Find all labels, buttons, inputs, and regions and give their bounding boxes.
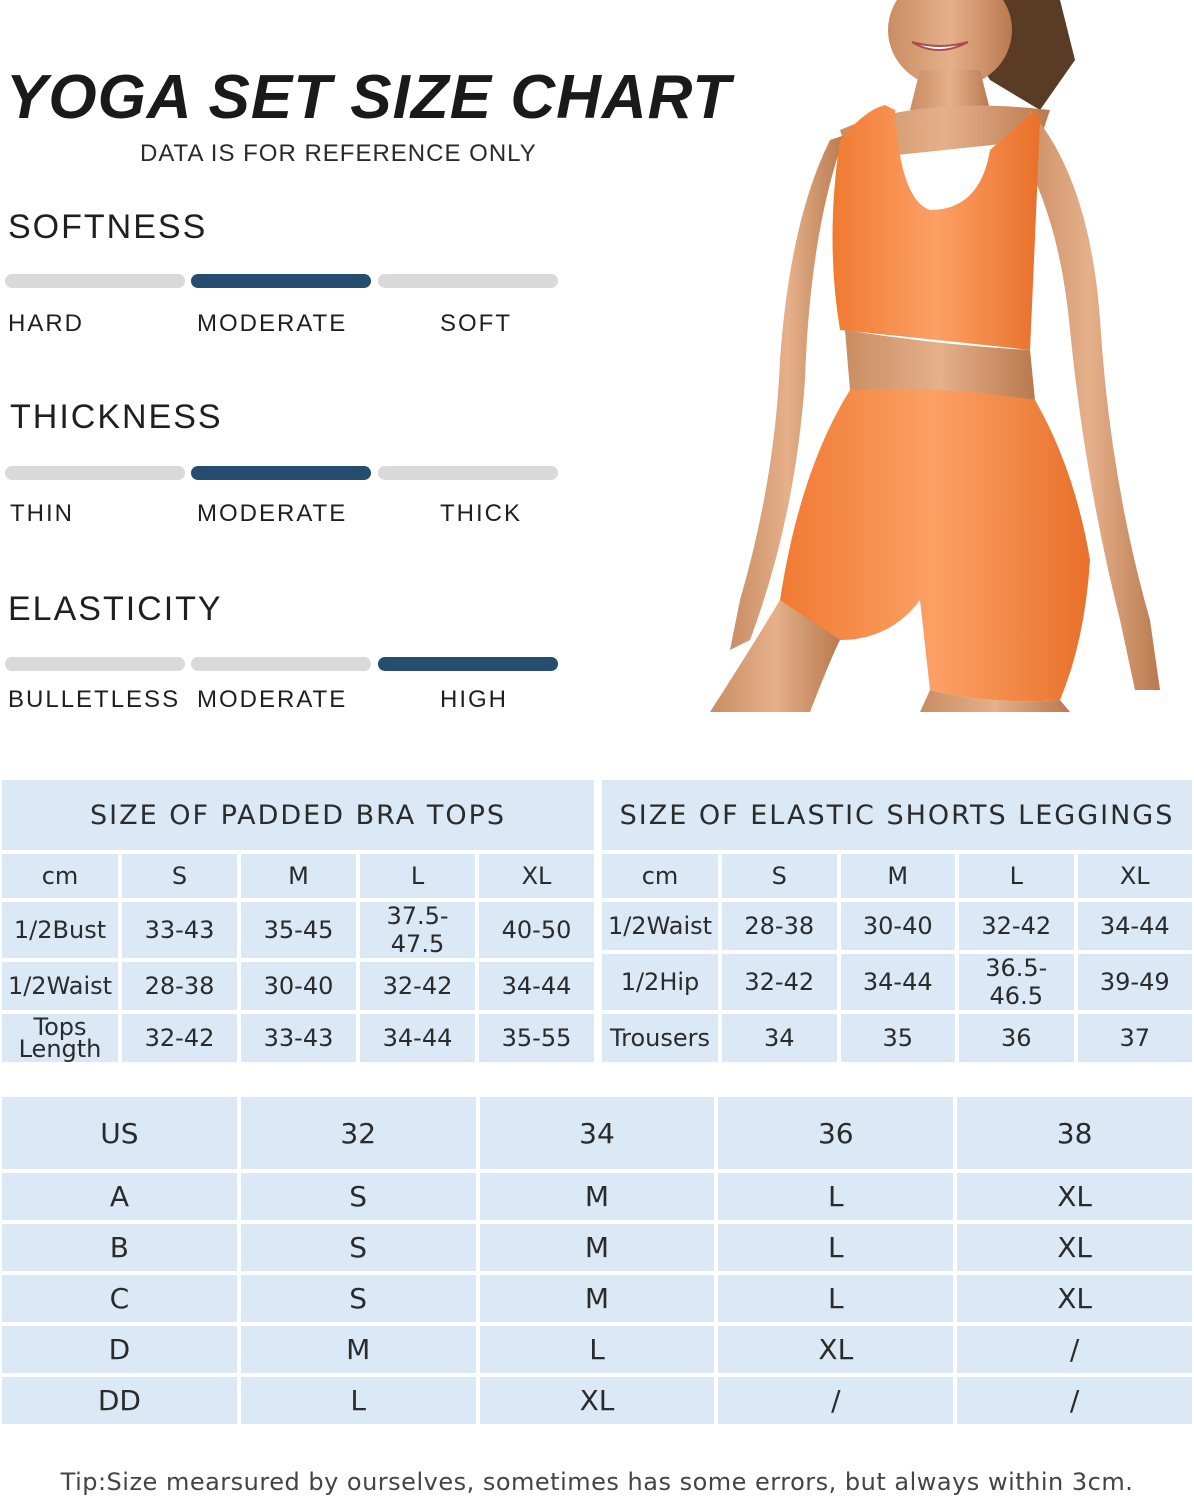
- us-cell: L: [718, 1173, 953, 1220]
- bra-cell: 37.5-47.5: [360, 902, 475, 958]
- shorts-cell: 35: [841, 1014, 956, 1062]
- thickness-bar-2: [191, 466, 371, 480]
- us-header-cell: 34: [480, 1097, 715, 1169]
- shorts-cell: 39-49: [1078, 954, 1193, 1010]
- bra-cell: 33-43: [122, 902, 237, 958]
- bra-header-cell: S: [122, 854, 237, 898]
- shorts-cell: 36.5-46.5: [959, 954, 1074, 1010]
- us-row-label: C: [2, 1275, 237, 1322]
- us-cell: XL: [480, 1377, 715, 1424]
- us-cell: S: [241, 1275, 476, 1322]
- us-cell: /: [957, 1377, 1192, 1424]
- shorts-header-cell: XL: [1078, 854, 1193, 898]
- bra-cell: 35-55: [479, 1014, 594, 1062]
- elasticity-bar-2: [191, 657, 371, 671]
- page-subtitle: DATA IS FOR REFERENCE ONLY: [140, 140, 537, 167]
- bra-row-label: 1/2Bust: [2, 902, 118, 958]
- us-header-cell: 32: [241, 1097, 476, 1169]
- bra-cell: 34-44: [479, 962, 594, 1010]
- us-cell: S: [241, 1224, 476, 1271]
- shorts-size-table: [598, 776, 1194, 1066]
- thickness-level-2: MODERATE: [197, 500, 348, 527]
- us-cell: M: [480, 1224, 715, 1271]
- us-header-cell: 38: [957, 1097, 1192, 1169]
- us-cell: /: [718, 1377, 953, 1424]
- us-header-cell: US: [2, 1097, 237, 1169]
- bra-cell: 32-42: [122, 1014, 237, 1062]
- bra-size-table: [0, 776, 598, 1066]
- us-cup-size-table: [0, 1093, 1194, 1428]
- elasticity-bar-1: [5, 657, 185, 671]
- shorts-cell: 32-42: [959, 902, 1074, 950]
- us-cell: L: [718, 1224, 953, 1271]
- shorts-header-cell: L: [959, 854, 1074, 898]
- us-cell: XL: [957, 1224, 1192, 1271]
- elasticity-heading: ELASTICITY: [8, 590, 223, 628]
- shorts-cell: 37: [1078, 1014, 1193, 1062]
- bra-cell: 32-42: [360, 962, 475, 1010]
- bra-header-cell: L: [360, 854, 475, 898]
- elasticity-level-2: MODERATE: [197, 686, 348, 713]
- shorts-row-label: Trousers: [602, 1014, 718, 1062]
- shorts-cell: 32-42: [722, 954, 837, 1010]
- shorts-header-cell: cm: [602, 854, 718, 898]
- softness-bar-3: [378, 274, 558, 288]
- us-row-label: B: [2, 1224, 237, 1271]
- bra-cell: 33-43: [241, 1014, 356, 1062]
- us-cell: L: [718, 1275, 953, 1322]
- softness-heading: SOFTNESS: [8, 208, 208, 246]
- bra-cell: 28-38: [122, 962, 237, 1010]
- us-cell: /: [957, 1326, 1192, 1373]
- bra-header-cell: XL: [479, 854, 594, 898]
- shorts-table-title: SIZE OF ELASTIC SHORTS LEGGINGS: [602, 780, 1192, 850]
- us-row-label: DD: [2, 1377, 237, 1424]
- shorts-cell: 34: [722, 1014, 837, 1062]
- page-title: YOGA SET SIZE CHART: [6, 63, 732, 132]
- softness-level-2: MODERATE: [197, 310, 348, 337]
- us-cell: S: [241, 1173, 476, 1220]
- bra-row-label: 1/2Waist: [2, 962, 118, 1010]
- us-row-label: D: [2, 1326, 237, 1373]
- shorts-cell: 34-44: [1078, 902, 1193, 950]
- softness-level-1: HARD: [8, 310, 85, 337]
- us-cell: M: [241, 1326, 476, 1373]
- us-cell: L: [480, 1326, 715, 1373]
- us-cell: M: [480, 1173, 715, 1220]
- shorts-cell: 30-40: [841, 902, 956, 950]
- thickness-level-1: THIN: [10, 500, 74, 527]
- us-cell: L: [241, 1377, 476, 1424]
- softness-bar-2: [191, 274, 371, 288]
- elasticity-level-1: BULLETLESS: [8, 686, 181, 713]
- softness-level-3: SOFT: [440, 310, 512, 337]
- thickness-heading: THICKNESS: [10, 398, 223, 436]
- shorts-cell: 36: [959, 1014, 1074, 1062]
- us-header-cell: 36: [718, 1097, 953, 1169]
- elasticity-level-3: HIGH: [440, 686, 508, 713]
- bra-cell: 40-50: [479, 902, 594, 958]
- thickness-bar-3: [378, 466, 558, 480]
- bra-cell: 34-44: [360, 1014, 475, 1062]
- us-row-label: A: [2, 1173, 237, 1220]
- bra-header-cell: M: [241, 854, 356, 898]
- us-cell: M: [480, 1275, 715, 1322]
- shorts-cell: 34-44: [841, 954, 956, 1010]
- bra-cell: 35-45: [241, 902, 356, 958]
- bra-cell: 30-40: [241, 962, 356, 1010]
- shorts-row-label: 1/2Hip: [602, 954, 718, 1010]
- shorts-row-label: 1/2Waist: [602, 902, 718, 950]
- tip-note: Tip:Size mearsured by ourselves, sometimes has some errors, but always within 3cm.: [60, 1468, 1134, 1496]
- bra-row-label: Tops Length: [2, 1014, 118, 1062]
- us-cell: XL: [718, 1326, 953, 1373]
- bra-header-cell: cm: [2, 854, 118, 898]
- model-photo: [690, 0, 1170, 712]
- thickness-level-3: THICK: [440, 500, 522, 527]
- bra-table-title: SIZE OF PADDED BRA TOPS: [2, 780, 594, 850]
- us-cell: XL: [957, 1275, 1192, 1322]
- softness-bar-1: [5, 274, 185, 288]
- thickness-bar-1: [5, 466, 185, 480]
- elasticity-bar-3: [378, 657, 558, 671]
- shorts-header-cell: M: [841, 854, 956, 898]
- shorts-header-cell: S: [722, 854, 837, 898]
- us-cell: XL: [957, 1173, 1192, 1220]
- shorts-cell: 28-38: [722, 902, 837, 950]
